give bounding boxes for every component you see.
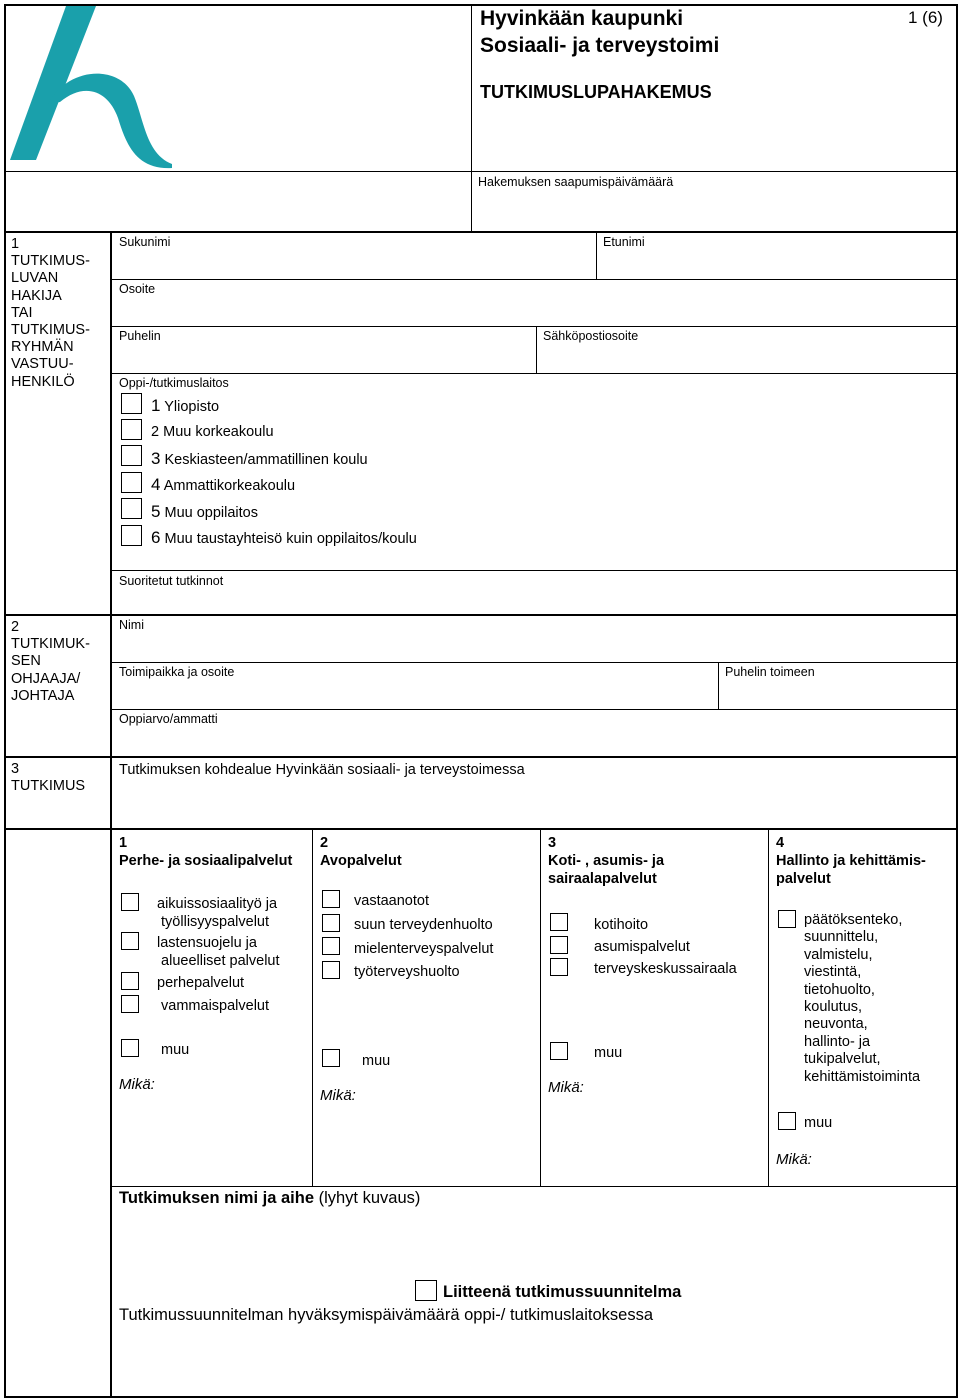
checkbox-vastaanotot[interactable] — [322, 890, 340, 908]
item-lastensuojelu: lastensuojelu ja alueelliset palvelut — [157, 935, 280, 969]
org-department: Sosiaali- ja terveystoimi — [480, 34, 720, 57]
item-perhepalvelut: perhepalvelut — [157, 975, 245, 991]
address-label: Osoite — [119, 282, 156, 296]
option-muu-oppilaitos: 5 Muu oppilaitos — [151, 502, 258, 521]
firstname-label: Etunimi — [603, 235, 645, 249]
section-1-heading: 1 TUTKIMUS- LUVAN HAKIJA TAI TUTKIMUS- RYHMÄN VASTUU- HENKILÖ — [11, 236, 90, 390]
page-number: 1 (6) — [908, 8, 943, 27]
item-suun-terveydenhuolto: suun terveydenhuolto — [354, 917, 493, 933]
checkbox-col4-muu[interactable] — [778, 1112, 796, 1130]
checkbox-mielenterveyspalvelut[interactable] — [322, 937, 340, 955]
institution-label: Oppi-/tutkimuslaitos — [119, 376, 229, 390]
option-muu-korkeakoulu: 2 Muu korkeakoulu — [151, 424, 274, 440]
checkbox-col1-muu[interactable] — [121, 1039, 139, 1057]
checkbox-yliopisto[interactable] — [121, 393, 142, 414]
col1-which-label: Mikä: — [119, 1076, 155, 1093]
phone-label: Puhelin — [119, 329, 161, 343]
academic-title-label: Oppiarvo/ammatti — [119, 712, 218, 726]
degrees-label: Suoritetut tutkinnot — [119, 574, 224, 588]
academic-title-field[interactable] — [113, 729, 955, 755]
study-name-label: Tutkimuksen nimi ja aihe (lyhyt kuvaus) — [119, 1189, 421, 1207]
phone-field[interactable] — [113, 346, 535, 372]
item-kotihoito: kotihoito — [594, 917, 649, 933]
item-terveyskeskussairaala: terveyskeskussairaala — [594, 961, 737, 977]
col3-which-label: Mikä: — [548, 1079, 584, 1096]
checkbox-perhepalvelut[interactable] — [121, 972, 139, 990]
work-phone-field[interactable] — [720, 682, 954, 708]
option-muu-taustayhteiso: 6 Muu taustayhteisö kuin oppilaitos/koulu — [151, 528, 417, 547]
item-asumispalvelut: asumispalvelut — [594, 939, 690, 955]
address-field[interactable] — [113, 299, 955, 325]
approval-date-label: Tutkimussuunnitelman hyväksymispäivämäärä oppi-/ tutkimuslaitoksessa — [119, 1306, 654, 1324]
approval-date-field[interactable] — [113, 1330, 955, 1394]
workplace-label: Toimipaikka ja osoite — [119, 665, 235, 679]
option-yliopisto: 1 Yliopisto — [151, 396, 220, 415]
surname-label: Sukunimi — [119, 235, 171, 249]
column-3-header: 3 Koti- , asumis- ja sairaalapalvelut — [548, 835, 665, 887]
checkbox-muu-oppilaitos[interactable] — [121, 498, 142, 519]
option-keskiaste: 3 Keskiasteen/ammatillinen koulu — [151, 449, 368, 468]
checkbox-vammaispalvelut[interactable] — [121, 995, 139, 1013]
target-area-label: Tutkimuksen kohdealue Hyvinkään sosiaali- ja terveystoimessa — [119, 762, 525, 778]
column-1-header: 1 Perhe- ja sosiaalipalvelut — [119, 835, 293, 869]
email-field[interactable] — [538, 346, 954, 372]
hyvinkaa-logo-icon — [8, 4, 178, 170]
column-4-header: 4 Hallinto ja kehittämis- palvelut — [776, 835, 926, 887]
received-date-field[interactable] — [473, 192, 955, 230]
firstname-field[interactable] — [598, 252, 954, 278]
checkbox-kotihoito[interactable] — [550, 913, 568, 931]
item-col2-muu: muu — [362, 1053, 391, 1069]
item-col4-muu: muu — [804, 1115, 833, 1131]
email-label: Sähköpostiosoite — [543, 329, 639, 343]
checkbox-terveyskeskussairaala[interactable] — [550, 958, 568, 976]
supervisor-name-field[interactable] — [113, 635, 955, 661]
section-2-heading: 2 TUTKIMUK- SEN OHJAAJA/ JOHTAJA — [11, 619, 90, 704]
supervisor-name-label: Nimi — [119, 618, 144, 632]
item-mielenterveyspalvelut: mielenterveyspalvelut — [354, 941, 494, 957]
item-col1-muu: muu — [161, 1042, 190, 1058]
item-vammaispalvelut: vammaispalvelut — [157, 998, 270, 1014]
checkbox-hallinto[interactable] — [778, 910, 796, 928]
checkbox-ammattikorkeakoulu[interactable] — [121, 472, 142, 493]
col2-which-label: Mikä: — [320, 1087, 356, 1104]
checkbox-aikuissosiaalityo[interactable] — [121, 893, 139, 911]
received-date-label: Hakemuksen saapumispäivämäärä — [478, 175, 674, 189]
form-title: TUTKIMUSLUPAHAKEMUS — [480, 82, 712, 102]
column-2-header: 2 Avopalvelut — [320, 835, 402, 869]
attachment-label: Liitteenä tutkimussuunnitelma — [443, 1283, 682, 1301]
section-3-heading: 3 TUTKIMUS — [11, 761, 86, 795]
checkbox-muu-korkeakoulu[interactable] — [121, 419, 142, 440]
checkbox-asumispalvelut[interactable] — [550, 936, 568, 954]
workplace-field[interactable] — [113, 682, 717, 708]
checkbox-muu-taustayhteiso[interactable] — [121, 525, 142, 546]
org-name: Hyvinkään kaupunki — [480, 7, 684, 30]
checkbox-suun-terveydenhuolto[interactable] — [322, 914, 340, 932]
degrees-field[interactable] — [113, 591, 955, 613]
checkbox-col3-muu[interactable] — [550, 1042, 568, 1060]
col4-which-label: Mikä: — [776, 1151, 812, 1168]
checkbox-col2-muu[interactable] — [322, 1049, 340, 1067]
option-ammattikorkeakoulu: 4 Ammattikorkeakoulu — [151, 475, 296, 494]
checkbox-attachment[interactable] — [415, 1280, 437, 1301]
item-vastaanotot: vastaanotot — [354, 893, 429, 909]
study-name-field[interactable] — [113, 1212, 955, 1278]
item-col3-muu: muu — [594, 1045, 623, 1061]
item-aikuissosiaalityo: aikuissosiaalityö ja työllisyyspalvelut — [157, 896, 278, 930]
checkbox-lastensuojelu[interactable] — [121, 932, 139, 950]
checkbox-keskiaste[interactable] — [121, 445, 142, 466]
item-tyoterveyshuolto: työterveyshuolto — [354, 964, 460, 980]
surname-field[interactable] — [113, 252, 595, 278]
checkbox-tyoterveyshuolto[interactable] — [322, 961, 340, 979]
work-phone-label: Puhelin toimeen — [725, 665, 815, 679]
item-hallinto: päätöksenteko, suunnittelu, valmistelu, viestintä, tietohuolto, koulutus, neuvonta, hallinto- ja tukipalvelut, kehittämistoiminta — [804, 912, 921, 1085]
